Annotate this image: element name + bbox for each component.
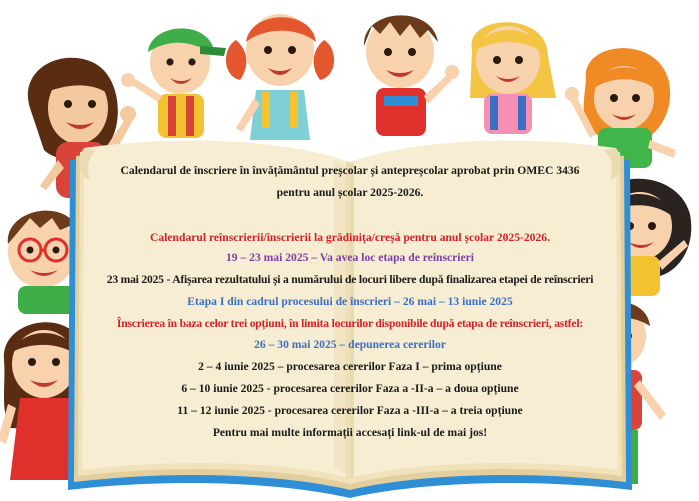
phase-3: 11 – 12 iunie 2025 - procesarea cererilor Faza a -III-a – a treia opțiune (177, 404, 523, 417)
boy-red-shirt-character (364, 15, 459, 136)
boy-green-cap-character (121, 28, 226, 138)
title-line-2: pentru anul școlar 2025-2026. (276, 186, 424, 199)
phase-1: 2 – 4 iunie 2025 – procesarea cererilor Faza I – prima opțiune (198, 360, 502, 373)
stage1-heading: Etapa I din cadrul procesului de înscrieri – 26 mai – 13 iunie 2025 (187, 295, 513, 308)
submission-period: 26 – 30 mai 2025 – depunerea cererilor (254, 338, 446, 351)
phase-2: 6 – 10 iunie 2025 - procesarea cererilor Faza a -II-a – a doua opțiune (181, 382, 519, 395)
girl-blonde-character (470, 22, 556, 134)
reenroll-period: 19 – 23 mai 2025 – Va avea loc etapa de reînscrieri (225, 251, 475, 264)
section-heading: Calendarul reînscrierii/înscrierii la grădinița/creșă pentru anul școlar 2025-2026. (150, 231, 550, 244)
more-info: Pentru mai multe informații accesați link-ul de mai jos! (212, 426, 488, 439)
options-heading: Înscrierea în baza celor trei opțiuni, în limita locurilor disponibile după etapa de reînscrieri, astfel: (116, 317, 584, 330)
title-line-1: Calendarul de înscriere în învățământul preșcolar și antepreșcolar aprobat prin OMEC 3436 (120, 164, 580, 177)
girl-red-pigtails-character (226, 14, 334, 140)
results-line: 23 mai 2025 - Afișarea rezultatului și a numărului de locuri libere după finalizarea etapei de reînscrieri (106, 273, 594, 286)
